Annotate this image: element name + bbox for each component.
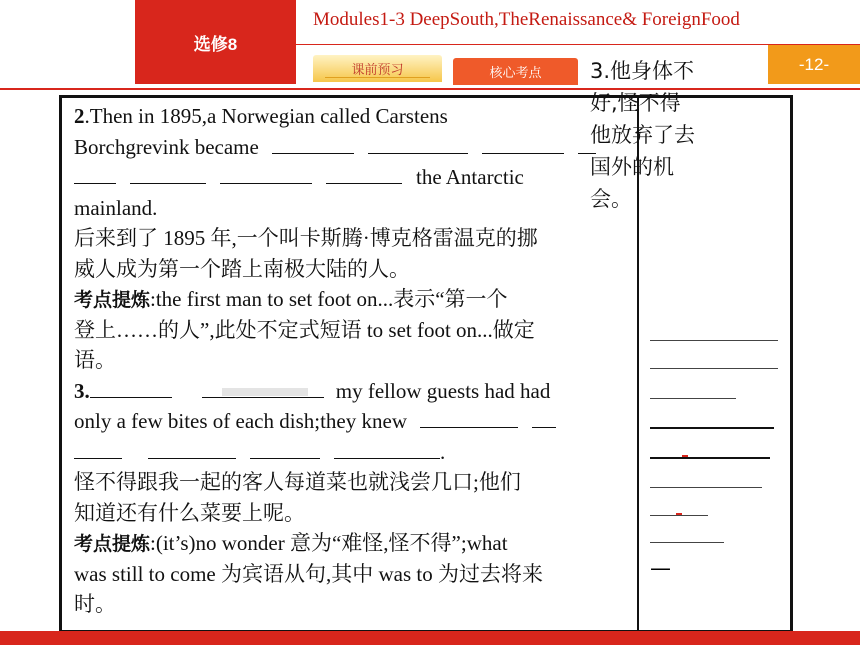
answer-blank[interactable] xyxy=(220,165,312,184)
answer-blank[interactable] xyxy=(326,165,402,184)
page-number: -12- xyxy=(768,45,860,84)
exercise-line: 国外的机 xyxy=(590,155,674,179)
footer-bar xyxy=(0,631,860,645)
header-divider xyxy=(0,88,860,90)
answer-dash: — xyxy=(650,556,671,580)
item-3-translation: 知道还有什么菜要上呢。 xyxy=(74,500,305,525)
answer-line[interactable] xyxy=(650,398,736,399)
answer-blank[interactable] xyxy=(532,409,556,428)
item-2-translation: 威人成为第一个踏上南极大陆的人。 xyxy=(74,256,410,281)
answer-blank[interactable] xyxy=(272,135,354,154)
answer-blank[interactable] xyxy=(148,440,236,459)
item-2-line: Borchgrevink became xyxy=(74,134,259,159)
answer-blank[interactable] xyxy=(334,440,440,459)
answer-blank[interactable] xyxy=(90,379,172,398)
exercise-line: 他放弃了去 xyxy=(590,123,695,147)
key-point-text: :(it’s)no wonder 意为“难怪,怪不得”;what xyxy=(150,531,508,555)
key-point-text: was still to come 为宾语从句,其中 was to 为过去将来 xyxy=(74,561,543,586)
answer-blank[interactable] xyxy=(482,135,564,154)
key-point-text: 语。 xyxy=(74,348,116,372)
item-2-number: 2 xyxy=(74,104,85,128)
red-mark xyxy=(676,513,682,515)
key-point-label: 考点提炼 xyxy=(74,533,151,555)
answer-blank[interactable] xyxy=(420,409,518,428)
item-2-line: .Then in 1895,a Norwegian called Carstens xyxy=(84,104,448,128)
answer-blank[interactable] xyxy=(250,440,320,459)
tab-preview[interactable]: 课前预习 xyxy=(313,55,442,82)
item-3-line: only a few bites of each dish;they knew xyxy=(74,409,407,433)
item-3-number: 3 xyxy=(74,378,85,403)
answer-line[interactable] xyxy=(650,368,778,369)
answer-line[interactable] xyxy=(650,487,762,488)
left-column: 2.Then in 1895,a Norwegian called Carstens Borchgrevink became the Antarctic mainland. 后来到了 1895 年,一个叫卡斯腾·博克格雷温克的挪 威人成为第一个踏上南极大陆的人。 考点提炼:the first man to set foot on...表示“第一个 登上……的人”,此处不定式短语 to set foot on...做定 语。 3. my fellow guests had had only a few bites of each dish;they knew . 怪不得跟我一起的客人每道菜也就浅尝几口;他们 知道还有什么菜要上呢。 考点提炼:(it’s)no wonder 意为“难怪,怪不得”;what was still to come 为宾语从句,其中 was to 为过去将来 时。 xyxy=(74,101,630,620)
course-label: 选修8 xyxy=(135,0,296,84)
page-title: Modules1-3 DeepSouth,TheRenaissance& ForeignFood xyxy=(313,9,740,30)
key-point-text: 时。 xyxy=(74,592,116,616)
answer-blank[interactable] xyxy=(130,165,206,184)
exercise-line: 会。 xyxy=(590,187,632,211)
answer-blank[interactable] xyxy=(202,379,324,398)
answer-line[interactable] xyxy=(650,457,770,459)
item-3-translation: 怪不得跟我一起的客人每道菜也就浅尝几口;他们 xyxy=(74,470,521,494)
exercise-line: 好,怪不得 xyxy=(590,91,681,115)
period: . xyxy=(440,439,446,464)
item-3-line: my fellow guests had had xyxy=(335,378,551,403)
exercise-line: 3.他身体不 xyxy=(590,59,695,83)
item-2-line: mainland. xyxy=(74,195,158,220)
tab-core-points[interactable]: 核心考点 xyxy=(453,58,578,85)
key-point-text: 登上……的人”,此处不定式短语 to set foot on...做定 xyxy=(74,317,535,342)
key-point-text: :the first man to set foot on...表示“第一个 xyxy=(150,287,508,311)
answer-line[interactable] xyxy=(650,542,724,543)
header-left-blank xyxy=(0,0,135,84)
answer-line[interactable] xyxy=(650,515,708,516)
item-2-line: the Antarctic xyxy=(416,165,524,189)
answer-blank[interactable] xyxy=(74,165,116,184)
answer-blank[interactable] xyxy=(74,440,122,459)
answer-blank[interactable] xyxy=(368,135,468,154)
answer-line[interactable] xyxy=(650,340,778,341)
key-point-label: 考点提炼 xyxy=(74,289,151,311)
item-2-translation: 后来到了 1895 年,一个叫卡斯腾·博克格雷温克的挪 xyxy=(74,226,538,250)
red-mark xyxy=(682,455,688,457)
right-column xyxy=(590,55,720,215)
answer-line[interactable] xyxy=(650,427,774,429)
